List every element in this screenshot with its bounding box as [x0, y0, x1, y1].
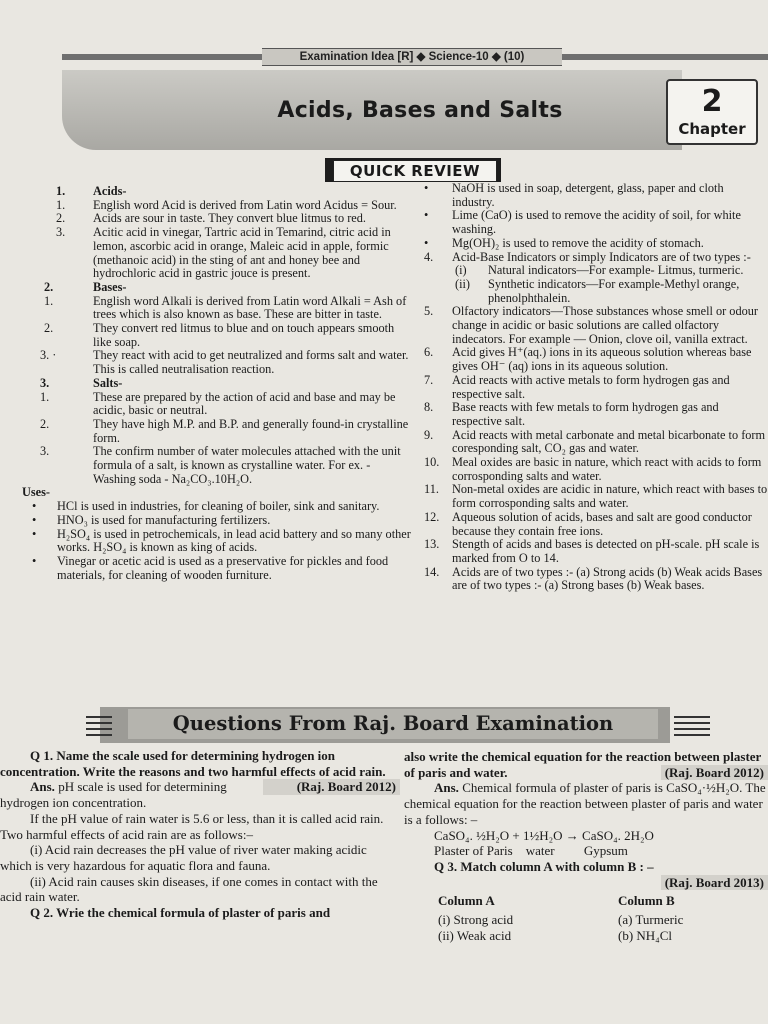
question-1-ref: (Raj. Board 2012): [263, 779, 400, 795]
item-text: Salts-: [93, 375, 123, 390]
item-text: Acid reacts with active metals to form hydrogen gas and respective salt.: [452, 372, 730, 401]
item-marker: 5.: [424, 304, 434, 319]
item-marker: 3.: [40, 375, 50, 390]
item-marker: 9.: [424, 427, 434, 442]
item-text: The confirm number of water molecules attached with the unit formula of a salt, is known as crystalline water. For ex. - Washing soda - Na₂CO₃.10H₂O.: [93, 444, 401, 486]
answer-1-text: pH scale is used for determining hydrogen ion concentration.: [0, 779, 227, 811]
column-a-item: (i) Strong acid: [438, 912, 514, 928]
item-marker: 7.: [424, 372, 434, 387]
review-item: [0, 199, 412, 213]
item-text: These are prepared by the action of acid and base and may be acidic, basic or neutral.: [93, 389, 396, 418]
left-column: [0, 185, 412, 582]
item-text: Acid reacts with metal carbonate and metal bicarbonate to form coresponding salt, CO₂ gas and water.: [452, 427, 766, 456]
review-item: [412, 264, 768, 278]
question-2-cont-text: also write the chemical equation for the reaction between plaster of paris and water.: [404, 749, 762, 780]
review-item: [412, 209, 768, 236]
review-item: [412, 456, 768, 483]
header-rule-left: [62, 54, 262, 60]
review-item: [0, 377, 412, 391]
section-title: Questions From Raj. Board Examination: [172, 712, 614, 735]
item-marker: 3.: [40, 444, 50, 459]
review-item: [412, 182, 768, 209]
uses-item: [0, 500, 412, 514]
match-row-2: [404, 928, 768, 944]
review-item: [0, 391, 412, 418]
item-marker: 2.: [40, 416, 50, 431]
item-text: Meal oxides are basic in nature, which react with acids to form corrosponding salts and water.: [452, 455, 762, 483]
item-text: Acitic acid in vinegar, Tartric acid in Temarind, citric acid in lemon, ascorbic acid in orange, Maleic acid in apple, formic (methanoic acid) in the sting of ant and honey bee and hydrochloric acid in gastric jouce is present.: [93, 225, 391, 281]
review-item: [412, 538, 768, 565]
question-3-ref: (Raj. Board 2013): [661, 875, 768, 890]
item-marker: 1.: [56, 184, 66, 198]
chapter-box: [666, 79, 758, 145]
item-marker: 8.: [424, 400, 434, 415]
question-3: Q 3. Match column A with column B : –: [434, 858, 654, 874]
item-marker: 1.: [44, 293, 54, 308]
item-text: Non-metal oxides are acidic in nature, which react with bases to form corrosponding salts and water.: [452, 482, 768, 511]
item-marker: 13.: [424, 537, 440, 552]
column-a-heading: Column A: [438, 893, 495, 909]
item-text: Lime (CaO) is used to remove the acidity of soil, for white washing.: [452, 208, 741, 237]
banner-lines-right: [674, 716, 710, 740]
answer-1-para-2: If the pH value of rain water is 5.6 or less, than it is called acid rain. Two harmful effects of acid rain are as follows:–: [0, 810, 384, 842]
running-head: Examination Idea [R] ◆ Science-10 ◆ (10): [262, 48, 562, 66]
left-rows: [0, 185, 412, 486]
item-text: Acids-: [93, 184, 127, 198]
review-item: [412, 305, 768, 346]
item-marker: 3. ·: [40, 348, 57, 363]
review-item: [0, 212, 412, 226]
uses-list: [0, 500, 412, 582]
review-item: [412, 401, 768, 428]
item-text: Synthetic indicators—For example-Methyl orange, phenolphthalein.: [488, 276, 740, 305]
review-item: [412, 429, 768, 456]
item-text: They convert red litmus to blue and on touch appears smooth like soap.: [93, 321, 395, 349]
chapter-title: Acids, Bases and Salts: [277, 98, 563, 123]
bullet-icon: •: [32, 526, 37, 541]
item-marker: 12.: [424, 509, 440, 524]
item-text: Vinegar or acetic acid is used as a preservative for pickles and food materials, for cleaning of wooden furniture.: [57, 553, 389, 582]
bullet-icon: •: [32, 553, 37, 568]
review-item: [0, 295, 412, 322]
review-item: [0, 349, 412, 376]
review-item: [0, 418, 412, 445]
bullet-icon: •: [32, 512, 37, 527]
question-2: Q 2. Wrie the chemical formula of plaster of paris and: [30, 905, 331, 921]
review-item: [412, 278, 768, 305]
item-marker: 2.: [44, 321, 54, 336]
question-2-cont: [404, 749, 768, 780]
header-rule-right: [562, 54, 768, 60]
item-text: Mg(OH)₂ is used to remove the acidity of stomach.: [452, 235, 704, 250]
review-item: [0, 322, 412, 349]
equation: CaSO₄. ½H₂O + 1½H₂O → CaSO₄. 2H₂O: [434, 827, 654, 843]
review-item: [0, 445, 412, 486]
match-row-1: [404, 912, 768, 928]
item-marker: 1.: [56, 197, 66, 212]
chapter-number: 2: [701, 84, 723, 119]
answer-1-point-ii: (ii) Acid rain causes skin diseases, if one comes in contact with the acid rain water.: [0, 873, 378, 905]
item-text: English word Alkali is derived from Latin word Alkali = Ash of trees which is also known as base. These are bitter in taste.: [93, 293, 407, 322]
item-text: HCl is used in industries, for cleaning of boiler, sink and sanitary.: [57, 499, 380, 514]
item-text: Acid-Base Indicators or simply Indicators are of two types :-: [452, 249, 751, 264]
column-b-heading: Column B: [618, 893, 675, 909]
item-marker: (i): [455, 263, 467, 278]
item-text: NaOH is used in soap, detergent, glass, paper and cloth industry.: [452, 181, 724, 209]
bullet-icon: •: [32, 499, 37, 514]
qa-right-column: [404, 749, 768, 943]
answer-2-text: Chemical formula of plaster of paris is CaSO₄·½H₂O. The chemical equation for the reaction between plaster of paris and water is a follows: –: [404, 780, 766, 827]
item-text: Aqueous solution of acids, bases and salt are good conductor because they contain free ions.: [452, 509, 752, 538]
item-text: Acids are of two types :- (a) Strong acids (b) Weak acids Bases are of two types :- (a) Strong bases (b) Weak bases.: [452, 564, 763, 593]
right-column: [412, 182, 768, 593]
item-marker: 4.: [424, 249, 434, 264]
item-marker: 2.: [56, 211, 66, 226]
review-item: [0, 226, 412, 281]
review-item: [412, 237, 768, 251]
review-item: [0, 281, 412, 295]
item-marker: 2.: [44, 279, 54, 294]
item-text: H₂SO₄ is used in petrochemicals, in lead acid battery and so many other works. H₂SO₄ is known as king of acids.: [57, 526, 411, 555]
column-a-item: (ii) Weak acid: [438, 927, 512, 943]
question-2-ref: (Raj. Board 2012): [661, 765, 768, 781]
review-item: [412, 483, 768, 510]
item-marker: 10.: [424, 455, 440, 470]
quick-review-heading: QUICK REVIEW: [333, 160, 497, 182]
item-text: English word Acid is derived from Latin word Acidus = Sour.: [93, 197, 397, 212]
uses-item: [0, 514, 412, 528]
column-b-item: (b) NH₄Cl: [618, 927, 672, 943]
answer-1-label: Ans.: [30, 779, 55, 795]
review-item: [412, 511, 768, 538]
item-text: Stength of acids and bases is detected on pH-scale. pH scale is marked from O to 14.: [452, 537, 760, 565]
chapter-label: Chapter: [678, 120, 746, 138]
match-table-header: [404, 893, 768, 909]
uses-item: [0, 528, 412, 555]
item-marker: 3.: [56, 225, 66, 240]
item-text: They react with acid to get neutralized and forms salt and water. This is called neutralisation reaction.: [93, 348, 409, 377]
answer-2: [404, 780, 768, 827]
item-text: HNO₃ is used for manufacturing fertilizers.: [57, 512, 271, 527]
item-text: Acid gives H⁺(aq.) ions in its aqueous solution whereas base gives OH⁻ (aq) ions in its aqueous solution.: [452, 345, 752, 374]
review-item: [412, 374, 768, 401]
review-item: [412, 251, 768, 265]
item-marker: 11.: [424, 482, 439, 497]
item-marker: 6.: [424, 345, 434, 360]
item-text: Acids are sour in taste. They convert blue litmus to red.: [93, 211, 366, 226]
item-marker: (ii): [455, 276, 471, 291]
item-marker: 1.: [40, 389, 50, 404]
uses-item: [0, 555, 412, 582]
item-text: They have high M.P. and B.P. and generally found-in crystalline form.: [93, 416, 409, 445]
item-marker: •: [424, 235, 429, 250]
item-text: Bases-: [93, 279, 127, 294]
uses-heading: Uses-: [22, 485, 51, 500]
answer-2-label: Ans.: [434, 780, 459, 796]
answer-1-point-i: (i) Acid rain decreases the pH value of river water making acidic which is very hazardous for aquatic flora and fauna.: [0, 842, 367, 873]
item-marker: 14.: [424, 564, 440, 579]
column-b-item: (a) Turmeric: [618, 912, 684, 928]
item-marker: •: [424, 208, 429, 223]
item-text: Natural indicators—For example- Litmus, turmeric.: [488, 263, 744, 278]
qa-left-column: [0, 748, 400, 921]
item-marker: •: [424, 181, 429, 195]
review-item: [412, 566, 768, 593]
equation-labels: Plaster of Paris water Gypsum: [434, 843, 628, 859]
review-item: [0, 185, 412, 199]
question-3-ref-row: [404, 875, 768, 891]
review-item: [412, 346, 768, 373]
item-text: Base reacts with few metals to form hydrogen gas and respective salt.: [452, 400, 719, 428]
question-1-text: Q 1. Name the scale used for determining hydrogen ion concentration. Write the reasons and two harmful effects of acid rain.: [0, 748, 386, 779]
banner-lines-left: [86, 716, 112, 740]
item-text: Olfactory indicators—Those substances whose smell or odour change in acidic or basic solutions are called olfactory indecators. For example — Onion, clove oil, vanilla extract.: [452, 304, 758, 346]
